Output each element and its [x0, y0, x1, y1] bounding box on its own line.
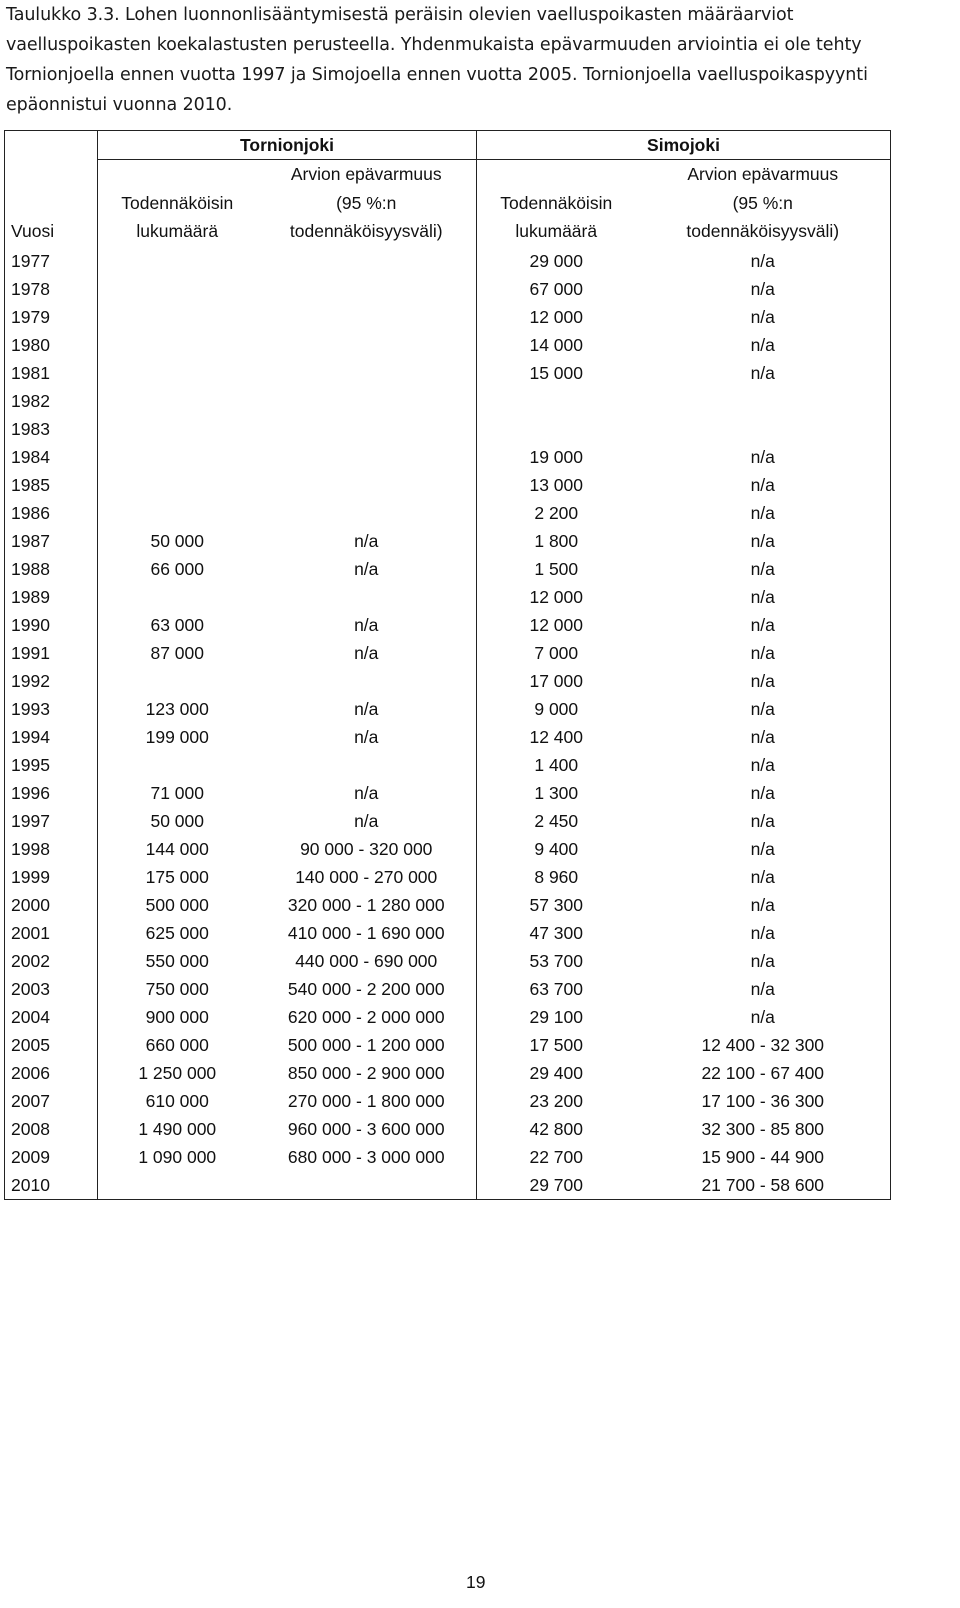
simo-range-cell — [636, 387, 891, 415]
tornio-count-cell: 123 000 — [98, 695, 257, 723]
header-simo-range-line1: Arvion epävarmuus — [687, 164, 839, 184]
header-simo-range-line2: (95 %:n — [732, 193, 793, 213]
table-row — [5, 975, 891, 1003]
simo-count-cell: 8 960 — [477, 863, 636, 891]
simo-count-cell: 2 200 — [477, 499, 636, 527]
year-cell: 2008 — [11, 1119, 50, 1139]
simo-range-cell: n/a — [750, 475, 775, 495]
header-year: Vuosi — [11, 221, 55, 241]
year-cell: 1980 — [11, 335, 50, 355]
tornio-count-cell: 87 000 — [98, 639, 257, 667]
header-empty-cell — [5, 189, 98, 218]
tornio-range-cell — [257, 275, 477, 303]
year-cell: 2003 — [11, 979, 50, 999]
simo-count-cell: 57 300 — [477, 891, 636, 919]
year-cell: 1978 — [11, 279, 50, 299]
simo-range-cell: n/a — [750, 951, 775, 971]
header-subrow-2 — [5, 189, 891, 218]
tornio-count-cell: 71 000 — [98, 779, 257, 807]
tornio-count-cell: 625 000 — [98, 919, 257, 947]
tornio-range-cell — [257, 667, 477, 695]
tornio-range-cell — [257, 247, 477, 275]
tornio-range-cell — [257, 751, 477, 779]
simo-range-cell: 21 700 - 58 600 — [701, 1175, 825, 1195]
table-row — [5, 359, 891, 387]
year-cell: 2010 — [11, 1175, 50, 1195]
simo-count-cell: 12 000 — [477, 611, 636, 639]
table-row — [5, 695, 891, 723]
tornio-range-cell: 140 000 - 270 000 — [295, 867, 438, 887]
simo-range-cell: 22 100 - 67 400 — [701, 1063, 825, 1083]
simo-range-cell: n/a — [750, 867, 775, 887]
tornio-count-cell: 144 000 — [98, 835, 257, 863]
simo-count-cell: 12 000 — [477, 303, 636, 331]
year-cell: 1981 — [11, 363, 50, 383]
table-row — [5, 1087, 891, 1115]
tornio-range-cell: 540 000 - 2 200 000 — [287, 979, 445, 999]
tornio-range-cell: 620 000 - 2 000 000 — [287, 1007, 445, 1027]
simo-count-cell: 29 700 — [477, 1171, 636, 1200]
year-cell: 1998 — [11, 839, 50, 859]
table-row — [5, 1171, 891, 1200]
table-body — [5, 247, 891, 1200]
simo-count-cell: 1 500 — [477, 555, 636, 583]
simo-count-cell: 13 000 — [477, 471, 636, 499]
year-cell: 1993 — [11, 699, 50, 719]
simo-range-cell: n/a — [750, 755, 775, 775]
tornio-range-cell: n/a — [354, 699, 379, 719]
table-row — [5, 639, 891, 667]
tornio-range-cell: 500 000 - 1 200 000 — [287, 1035, 445, 1055]
tornio-count-cell — [98, 1171, 257, 1200]
simo-count-cell: 42 800 — [477, 1115, 636, 1143]
year-cell: 1992 — [11, 671, 50, 691]
simo-count-cell: 63 700 — [477, 975, 636, 1003]
table-row — [5, 1115, 891, 1143]
year-cell: 2007 — [11, 1091, 50, 1111]
tornio-range-cell: 320 000 - 1 280 000 — [287, 895, 445, 915]
year-cell: 2009 — [11, 1147, 50, 1167]
year-cell: 1984 — [11, 447, 50, 467]
simo-count-cell: 53 700 — [477, 947, 636, 975]
table-row — [5, 835, 891, 863]
simo-count-cell: 15 000 — [477, 359, 636, 387]
header-subrow-1 — [5, 160, 891, 190]
tornio-count-cell — [98, 359, 257, 387]
simo-range-cell: 32 300 - 85 800 — [701, 1119, 825, 1139]
tornio-count-cell — [98, 443, 257, 471]
simo-range-cell: n/a — [750, 587, 775, 607]
table-row — [5, 247, 891, 275]
caption-line: Tornionjoella ennen vuotta 1997 ja Simojoella ennen vuotta 2005. Tornionjoella vaelluspoikaspyynti — [6, 65, 868, 85]
tornio-range-cell: n/a — [354, 643, 379, 663]
simo-count-cell: 29 100 — [477, 1003, 636, 1031]
table-row — [5, 723, 891, 751]
tornio-range-cell — [257, 331, 477, 359]
tornio-count-cell: 900 000 — [98, 1003, 257, 1031]
table-row — [5, 499, 891, 527]
table-row — [5, 275, 891, 303]
table-row — [5, 1003, 891, 1031]
tornio-count-cell — [98, 247, 257, 275]
header-simo-range-line3: todennäköisyysväli) — [686, 221, 840, 241]
tornio-range-cell: 960 000 - 3 600 000 — [287, 1119, 445, 1139]
simo-count-cell: 9 400 — [477, 835, 636, 863]
tornio-count-cell — [98, 751, 257, 779]
simo-count-cell: 7 000 — [477, 639, 636, 667]
tornio-range-cell — [257, 415, 477, 443]
table-row — [5, 1059, 891, 1087]
simo-count-cell: 17 500 — [477, 1031, 636, 1059]
year-cell: 1979 — [11, 307, 50, 327]
year-cell: 2000 — [11, 895, 50, 915]
tornio-range-cell: n/a — [354, 727, 379, 747]
simo-count-cell: 1 400 — [477, 751, 636, 779]
header-subrow-3 — [5, 218, 891, 247]
simo-range-cell: 12 400 - 32 300 — [701, 1035, 825, 1055]
simo-count-cell: 1 300 — [477, 779, 636, 807]
simo-range-cell: n/a — [750, 335, 775, 355]
year-cell: 1988 — [11, 559, 50, 579]
tornio-range-cell: n/a — [354, 811, 379, 831]
simo-range-cell: n/a — [750, 811, 775, 831]
tornio-range-cell — [257, 387, 477, 415]
simo-range-cell: 17 100 - 36 300 — [701, 1091, 825, 1111]
year-cell: 1999 — [11, 867, 50, 887]
year-cell: 1977 — [11, 251, 50, 271]
tornio-range-cell — [257, 471, 477, 499]
tornio-count-cell — [98, 667, 257, 695]
tornio-range-cell: 440 000 - 690 000 — [295, 951, 438, 971]
simo-range-cell: n/a — [750, 279, 775, 299]
tornio-range-cell — [257, 583, 477, 611]
simo-count-cell — [477, 387, 636, 415]
year-cell: 1990 — [11, 615, 50, 635]
tornio-count-cell: 50 000 — [98, 807, 257, 835]
year-cell: 2002 — [11, 951, 50, 971]
tornio-count-cell — [98, 387, 257, 415]
header-tornio-range-line2: (95 %:n — [336, 193, 397, 213]
year-cell: 1985 — [11, 475, 50, 495]
table-row — [5, 891, 891, 919]
tornio-count-cell — [98, 415, 257, 443]
table-row — [5, 611, 891, 639]
page-number: 19 — [466, 1572, 486, 1592]
tornio-count-cell: 63 000 — [98, 611, 257, 639]
tornio-count-cell: 50 000 — [98, 527, 257, 555]
table-row — [5, 947, 891, 975]
simo-range-cell: n/a — [750, 363, 775, 383]
header-empty-cell — [98, 160, 257, 190]
header-empty-cell — [5, 131, 98, 160]
simo-range-cell: n/a — [750, 699, 775, 719]
caption-line: vaelluspoikasten koekalastusten perusteella. Yhdenmukaista epävarmuuden arviointia ei ole tehty — [6, 35, 862, 55]
table-row — [5, 415, 891, 443]
simo-count-cell: 14 000 — [477, 331, 636, 359]
table-row — [5, 1143, 891, 1171]
tornio-range-cell: 90 000 - 320 000 — [300, 839, 433, 859]
year-cell: 1991 — [11, 643, 50, 663]
simo-range-cell: n/a — [750, 531, 775, 551]
tornio-range-cell — [257, 499, 477, 527]
table-caption — [6, 0, 956, 120]
tornio-count-cell: 610 000 — [98, 1087, 257, 1115]
table-row — [5, 751, 891, 779]
table-row — [5, 527, 891, 555]
simo-count-cell: 47 300 — [477, 919, 636, 947]
table-row — [5, 555, 891, 583]
header-simo-count-line2: lukumäärä — [477, 218, 636, 247]
simo-count-cell: 67 000 — [477, 275, 636, 303]
table-row — [5, 471, 891, 499]
simo-range-cell: n/a — [750, 559, 775, 579]
simo-range-cell: 15 900 - 44 900 — [701, 1147, 825, 1167]
simo-range-cell: n/a — [750, 671, 775, 691]
simo-range-cell — [636, 415, 891, 443]
tornio-range-cell: 270 000 - 1 800 000 — [287, 1091, 445, 1111]
simo-range-cell: n/a — [750, 839, 775, 859]
year-cell: 1989 — [11, 587, 50, 607]
year-cell: 2004 — [11, 1007, 50, 1027]
tornio-count-cell: 175 000 — [98, 863, 257, 891]
simo-count-cell: 29 000 — [477, 247, 636, 275]
caption-line: Taulukko 3.3. Lohen luonnonlisääntymisestä peräisin olevien vaelluspoikasten määräarviot — [6, 5, 794, 25]
table-header — [5, 131, 891, 248]
simo-count-cell: 12 000 — [477, 583, 636, 611]
tornio-range-cell — [257, 1171, 477, 1200]
simo-count-cell: 17 000 — [477, 667, 636, 695]
tornio-count-cell — [98, 331, 257, 359]
simo-range-cell: n/a — [750, 1007, 775, 1027]
header-group-row — [5, 131, 891, 160]
tornio-range-cell: 410 000 - 1 690 000 — [287, 923, 445, 943]
table-row — [5, 443, 891, 471]
smolt-estimate-table — [4, 130, 891, 1200]
simo-count-cell: 23 200 — [477, 1087, 636, 1115]
header-empty-cell — [477, 160, 636, 190]
simo-count-cell: 1 800 — [477, 527, 636, 555]
tornio-count-cell: 750 000 — [98, 975, 257, 1003]
year-cell: 2001 — [11, 923, 50, 943]
header-empty-cell — [5, 160, 98, 190]
table-row — [5, 919, 891, 947]
simo-range-cell: n/a — [750, 447, 775, 467]
tornio-count-cell — [98, 275, 257, 303]
tornio-count-cell — [98, 583, 257, 611]
simo-count-cell: 22 700 — [477, 1143, 636, 1171]
tornio-count-cell: 500 000 — [98, 891, 257, 919]
simo-range-cell: n/a — [750, 615, 775, 635]
simo-count-cell: 29 400 — [477, 1059, 636, 1087]
year-cell: 1986 — [11, 503, 50, 523]
group-header-simojoki: Simojoki — [477, 131, 891, 160]
simo-count-cell: 19 000 — [477, 443, 636, 471]
table-row — [5, 779, 891, 807]
year-cell: 2006 — [11, 1063, 50, 1083]
table-row — [5, 1031, 891, 1059]
header-tornio-count-line1: Todennäköisin — [98, 189, 257, 218]
table-row — [5, 863, 891, 891]
tornio-range-cell: 680 000 - 3 000 000 — [287, 1147, 445, 1167]
year-cell: 1983 — [11, 419, 50, 439]
simo-range-cell: n/a — [750, 923, 775, 943]
header-simo-count-line1: Todennäköisin — [477, 189, 636, 218]
year-cell: 1996 — [11, 783, 50, 803]
header-tornio-count-line2: lukumäärä — [98, 218, 257, 247]
tornio-count-cell: 1 250 000 — [98, 1059, 257, 1087]
tornio-range-cell: n/a — [354, 531, 379, 551]
simo-range-cell: n/a — [750, 251, 775, 271]
simo-range-cell: n/a — [750, 727, 775, 747]
table-row — [5, 303, 891, 331]
simo-count-cell: 9 000 — [477, 695, 636, 723]
tornio-range-cell: 850 000 - 2 900 000 — [287, 1063, 445, 1083]
simo-range-cell: n/a — [750, 895, 775, 915]
simo-count-cell: 12 400 — [477, 723, 636, 751]
tornio-count-cell: 660 000 — [98, 1031, 257, 1059]
table-row — [5, 667, 891, 695]
simo-range-cell: n/a — [750, 783, 775, 803]
tornio-count-cell — [98, 303, 257, 331]
table-row — [5, 387, 891, 415]
simo-range-cell: n/a — [750, 307, 775, 327]
tornio-range-cell: n/a — [354, 615, 379, 635]
year-cell: 1994 — [11, 727, 50, 747]
simo-count-cell — [477, 415, 636, 443]
tornio-count-cell — [98, 499, 257, 527]
year-cell: 1982 — [11, 391, 50, 411]
table-row — [5, 331, 891, 359]
table-row — [5, 807, 891, 835]
tornio-count-cell: 66 000 — [98, 555, 257, 583]
header-tornio-range-line1: Arvion epävarmuus — [290, 164, 442, 184]
tornio-range-cell — [257, 359, 477, 387]
year-cell: 1997 — [11, 811, 50, 831]
year-cell: 1995 — [11, 755, 50, 775]
tornio-count-cell: 199 000 — [98, 723, 257, 751]
group-header-tornionjoki: Tornionjoki — [98, 131, 477, 160]
tornio-count-cell: 550 000 — [98, 947, 257, 975]
caption-line: epäonnistui vuonna 2010. — [6, 95, 233, 115]
tornio-range-cell: n/a — [354, 783, 379, 803]
tornio-range-cell — [257, 303, 477, 331]
simo-range-cell: n/a — [750, 503, 775, 523]
simo-count-cell: 2 450 — [477, 807, 636, 835]
simo-range-cell: n/a — [750, 643, 775, 663]
tornio-range-cell: n/a — [354, 559, 379, 579]
header-tornio-range-line3: todennäköisyysväli) — [289, 221, 443, 241]
table-row — [5, 583, 891, 611]
tornio-range-cell — [257, 443, 477, 471]
simo-range-cell: n/a — [750, 979, 775, 999]
tornio-count-cell: 1 490 000 — [98, 1115, 257, 1143]
tornio-count-cell: 1 090 000 — [98, 1143, 257, 1171]
tornio-count-cell — [98, 471, 257, 499]
year-cell: 2005 — [11, 1035, 50, 1055]
year-cell: 1987 — [11, 531, 50, 551]
